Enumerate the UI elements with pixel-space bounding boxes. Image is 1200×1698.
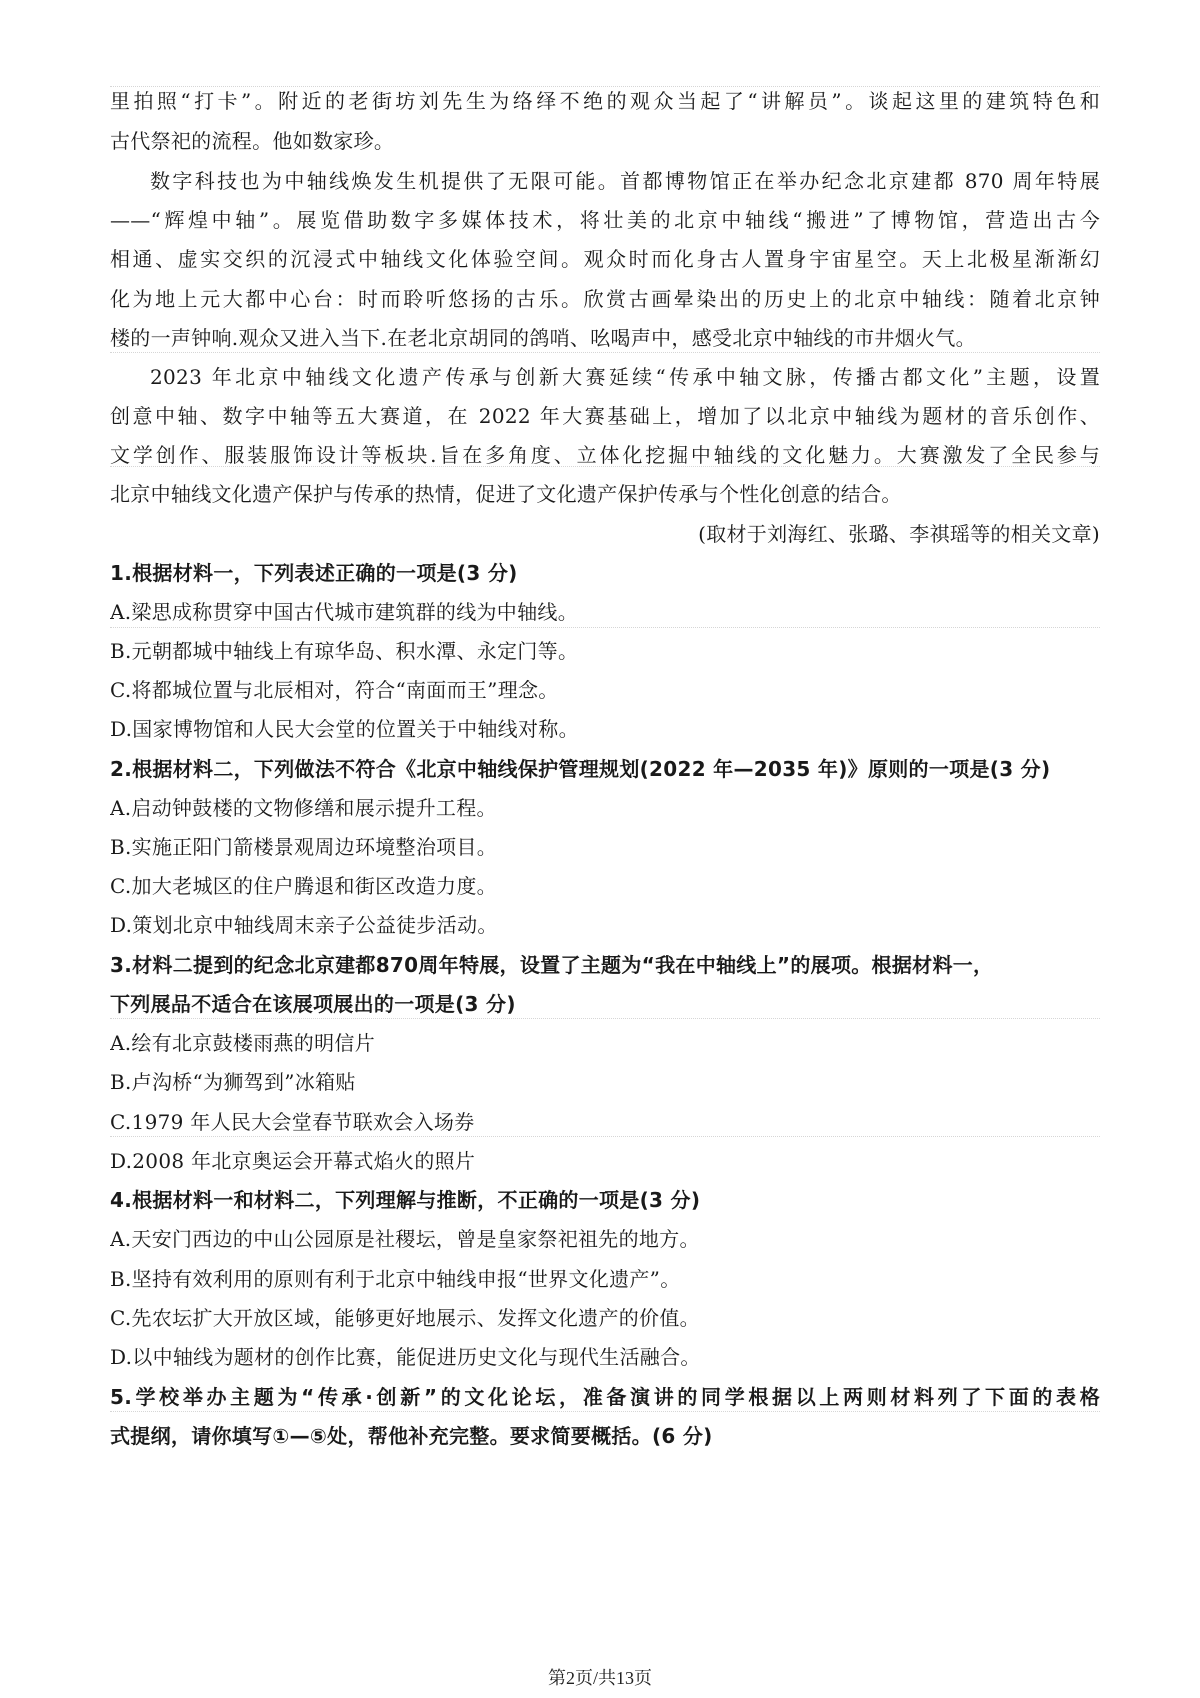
question-5-stem: 5.学校举办主题为“传承·创新”的文化论坛，准备演讲的同学根据以上两则材料列了下面的表格 <box>110 1385 1100 1409</box>
q3-option-d: D.2008 年北京奥运会开幕式焰火的照片 <box>110 1149 476 1173</box>
dotted-rule <box>110 1411 1100 1412</box>
dotted-rule <box>110 466 1100 467</box>
q3-option-a: A.绘有北京鼓楼雨燕的明信片 <box>110 1031 376 1055</box>
q2-option-c: C.加大老城区的住户腾退和街区改造力度。 <box>110 874 497 898</box>
dotted-rule <box>110 1136 1100 1137</box>
dotted-rule <box>110 352 1100 353</box>
passage-line: 文学创作、服装服饰设计等板块.旨在多角度、立体化挖掘中轴线的文化魅力。大赛激发了全民参与 <box>110 443 1100 467</box>
passage-line: 古代祭祀的流程。他如数家珍。 <box>110 129 395 153</box>
q3-option-b: B.卢沟桥“为狮驾到”冰箱贴 <box>110 1070 356 1094</box>
source-citation: (取材于刘海红、张璐、李祺瑶等的相关文章) <box>698 522 1100 546</box>
q1-option-b: B.元朝都城中轴线上有琼华岛、积水潭、永定门等。 <box>110 639 579 663</box>
passage-line: 创意中轴、数字中轴等五大赛道，在 2022 年大赛基础上，增加了以北京中轴线为题材的音乐创作、 <box>110 404 1100 428</box>
passage-line: 相通、虚实交织的沉浸式中轴线文化体验空间。观众时而化身古人置身宇宙星空。天上北极星渐渐幻 <box>110 247 1100 271</box>
q1-option-c: C.将都城位置与北辰相对，符合“南面而王”理念。 <box>110 678 559 702</box>
q3-option-c: C.1979 年人民大会堂春节联欢会入场券 <box>110 1110 475 1134</box>
question-2-stem: 2.根据材料二，下列做法不符合《北京中轴线保护管理规划(2022 年—2035 年)》原则的一项是(3 分) <box>110 757 1051 781</box>
q2-option-a: A.启动钟鼓楼的文物修缮和展示提升工程。 <box>110 796 497 820</box>
q4-option-b: B.坚持有效利用的原则有利于北京中轴线申报“世界文化遗产”。 <box>110 1267 681 1291</box>
question-1-stem: 1.根据材料一，下列表述正确的一项是(3 分) <box>110 561 518 585</box>
passage-line: 里拍照“打卡”。附近的老街坊刘先生为络绎不绝的观众当起了“讲解员”。谈起这里的建筑特色和 <box>110 89 1100 113</box>
q2-option-b: B.实施正阳门箭楼景观周边环境整治项目。 <box>110 835 498 859</box>
passage-line: 2023 年北京中轴线文化遗产传承与创新大赛延续“传承中轴文脉，传播古都文化”主题，设置 <box>150 365 1100 389</box>
q4-option-a: A.天安门西边的中山公园原是社稷坛，曾是皇家祭祀祖先的地方。 <box>110 1227 700 1251</box>
question-3-stem: 下列展品不适合在该展项展出的一项是(3 分) <box>110 992 516 1016</box>
q4-option-c: C.先农坛扩大开放区域，能够更好地展示、发挥文化遗产的价值。 <box>110 1306 700 1330</box>
passage-line: 数字科技也为中轴线焕发生机提供了无限可能。首都博物馆正在举办纪念北京建都 870 周年特展 <box>150 169 1100 193</box>
q4-option-d: D.以中轴线为题材的创作比赛，能促进历史文化与现代生活融合。 <box>110 1345 701 1369</box>
q1-option-d: D.国家博物馆和人民大会堂的位置关于中轴线对称。 <box>110 717 579 741</box>
q2-option-d: D.策划北京中轴线周末亲子公益徒步活动。 <box>110 913 498 937</box>
passage-line: ——“辉煌中轴”。展览借助数字多媒体技术，将壮美的北京中轴线“搬进”了博物馆，营造出古今 <box>110 208 1100 232</box>
question-4-stem: 4.根据材料一和材料二，下列理解与推断，不正确的一项是(3 分) <box>110 1188 701 1212</box>
passage-line: 楼的一声钟响.观众又进入当下.在老北京胡同的鸽哨、吆喝声中，感受北京中轴线的市井烟火气。 <box>110 326 976 350</box>
question-5-stem: 式提纲，请你填写①—⑤处，帮他补充完整。要求简要概括。(6 分) <box>110 1424 713 1448</box>
q1-option-a: A.梁思成称贯穿中国古代城市建筑群的线为中轴线。 <box>110 600 579 624</box>
dotted-rule <box>110 627 1100 628</box>
page-number: 第2页/共13页 <box>547 1668 652 1688</box>
dotted-rule <box>110 1018 1100 1019</box>
passage-line: 化为地上元大都中心台：时而聆听悠扬的古乐。欣赏古画晕染出的历史上的北京中轴线：随着北京钟 <box>110 287 1100 311</box>
passage-line: 北京中轴线文化遗产保护与传承的热情，促进了文化遗产保护传承与个性化创意的结合。 <box>110 482 902 506</box>
question-3-stem: 3.材料二提到的纪念北京建都870周年特展，设置了主题为“我在中轴线上”的展项。根据材料一， <box>110 953 994 977</box>
